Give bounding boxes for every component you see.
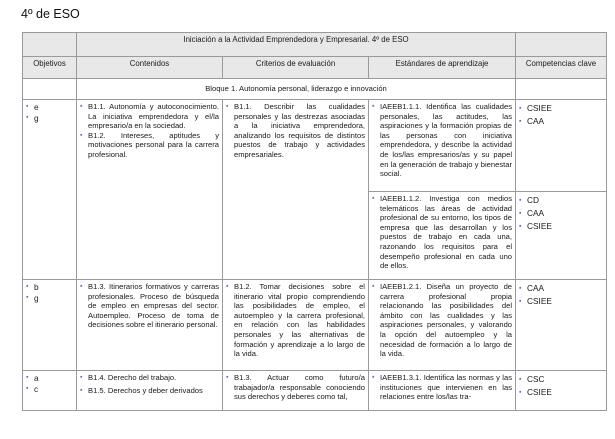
curriculum-table [22,32,607,411]
contenidos-cell [77,280,223,371]
contenido-item: ▪ B1.4. Derecho del trabajo. [80,373,219,383]
objetivo-item: ▪ a [26,373,73,384]
competencias-cell [516,100,607,192]
corner-cell-right [516,33,607,57]
criterio-cell [223,371,369,411]
estandar-text: ▪ IAEEB1.2.1. Diseña un proyecto de carrera profesional propia relacionando las posibilidades del ámbito con las cualidades y las aspiraciones personales, y valorando la opción del autoempleo y la necesidad de formación a lo largo de la vida. [372,282,512,359]
competencia-item: ▪ CAA [519,282,603,295]
header-contenidos: Contenidos [77,57,223,79]
corner-cell-left [23,33,77,57]
criterio-text: ▪ B1.1. Describir las cualidades personales y las destrezas asociadas a la iniciativa emprendedora, analizando los requisitos de distintos puestos de trabajo y actividades empresariales. [226,102,365,160]
objetivo-item: ▪ c [26,384,73,395]
objetivos-cell [23,100,77,280]
page-heading: 4º de ESO [21,7,80,21]
header-criterios: Criterios de evaluación [223,57,369,79]
objetivos-cell [23,371,77,411]
estandar-text: ▪ IAEEB1.1.2. Investiga con medios telemáticos las áreas de actividad profesional de su entorno, los tipos de empresa que las desarrollan y los puestos de trabajo en cada una, razonando los requisitos para el desempeño profesional en cada uno de ellos. [372,194,512,271]
header-estandares: Estándares de aprendizaje [369,57,516,79]
table-title: Iniciación a la Actividad Emprendedora y Empresarial. 4º de ESO [77,33,516,57]
criterio-text: ▪ B1.3. Actuar como futuro/a trabajador/a responsable conociendo sus derechos y deberes como tal, [226,373,365,402]
objetivo-item: ▪ g [26,293,73,304]
table-row [23,371,607,411]
competencia-item: ▪ CSIEE [519,102,603,115]
contenido-item: ▪ B1.2. Intereses, aptitudes y motivaciones personal para la carrera profesional. [80,131,219,160]
objetivos-cell [23,280,77,371]
competencia-item: ▪ CSIEE [519,220,603,233]
competencia-item: ▪ CSIEE [519,386,603,399]
contenidos-cell [77,371,223,411]
estandar-text: ▪ IAEEB1.1.1. Identifica las cualidades personales, las actitudes, las aspiraciones y la formación propias de las personas con iniciativa emprendedora, y describe la actividad de los/las empresarios/as y su papel en la generación de trabajo y bienestar social. [372,102,512,179]
estandar-cell [369,280,516,371]
objetivo-item: ▪ e [26,102,73,113]
competencia-item: ▪ CAA [519,207,603,220]
block-spacer-right [516,79,607,100]
table-row [23,100,607,192]
block-spacer-left [23,79,77,100]
objetivo-item: ▪ b [26,282,73,293]
contenido-item: ▪ B1.1. Autonomía y autoconocimiento. La iniciativa emprendedora y el/la empresario/a en la sociedad. [80,102,219,131]
competencia-item: ▪ CSIEE [519,295,603,308]
criterio-cell [223,100,369,280]
estandar-cell [369,371,516,411]
contenidos-cell [77,100,223,280]
competencia-item: ▪ CSC [519,373,603,386]
competencias-cell [516,280,607,371]
criterio-text: ▪ B1.2. Tomar decisiones sobre el itinerario vital propio comprendiendo las posibilidades de empleo, el autoempleo y la carrera profesional, en relación con las habilidades personales y las alternativas de formación y aprendizaje a lo largo de la vida. [226,282,365,359]
criterio-cell [223,280,369,371]
estandar-cell [369,192,516,280]
contenido-item: ▪ B1.5. Derechos y deber derivados [80,386,219,396]
competencias-cell [516,371,607,411]
table-row [23,280,607,371]
header-competencias: Competencias clave [516,57,607,79]
estandar-cell [369,100,516,192]
competencia-item: ▪ CAA [519,115,603,128]
competencia-item: ▪ CD [519,194,603,207]
header-objetivos: Objetivos [23,57,77,79]
objetivo-item: ▪ g [26,113,73,124]
block-title: Bloque 1. Autonomía personal, liderazgo e innovación [77,79,516,100]
estandar-text: ▪ IAEEB1.3.1. Identifica las normas y las instituciones que intervienen en las relaciones entre los/las tra- [372,373,512,402]
contenido-item: ▪ B1.3. Itinerarios formativos y carreras profesionales. Proceso de búsqueda de empleo en empresas del sector. Autoempleo. Proceso de toma de decisiones sobre el itinerario personal. [80,282,219,330]
competencias-cell [516,192,607,280]
